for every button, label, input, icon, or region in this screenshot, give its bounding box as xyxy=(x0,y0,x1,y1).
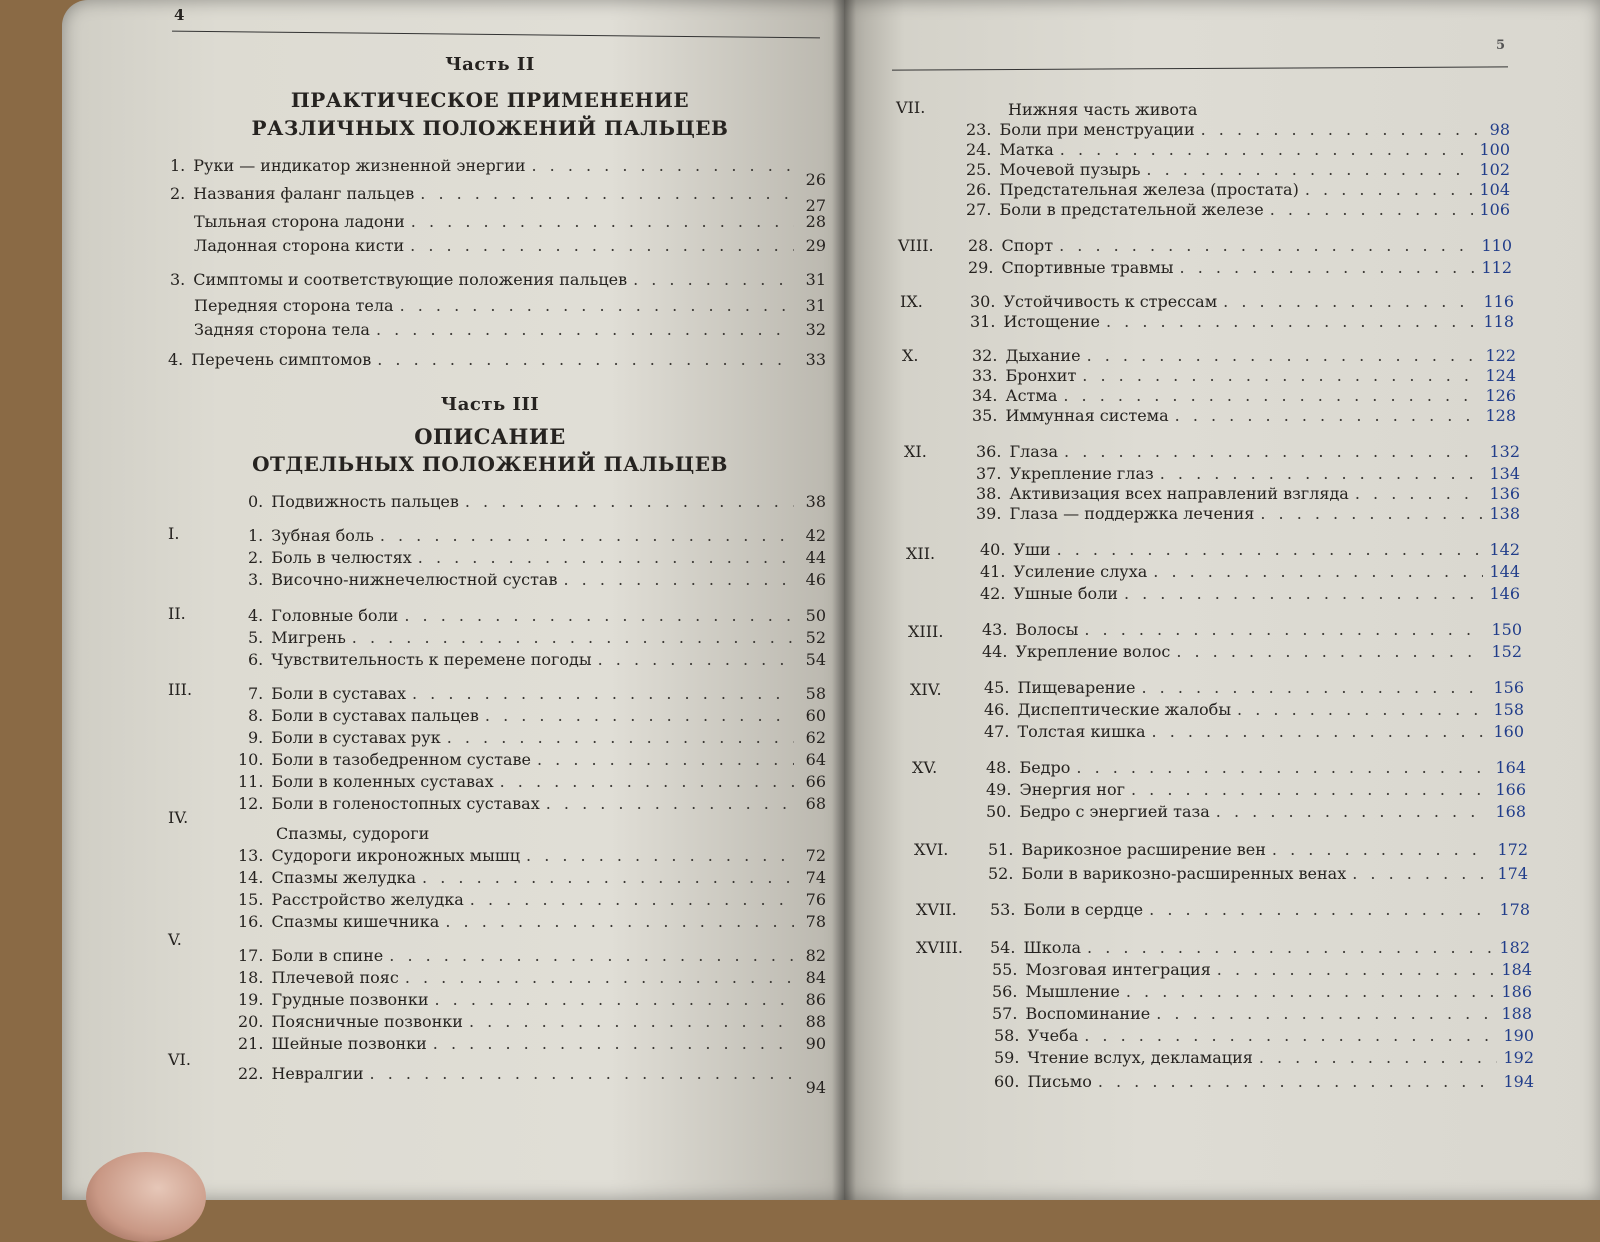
toc-entry: 4. Перечень симптомов . . . 33 xyxy=(168,350,826,372)
toc-entry: 0. Подвижность пальцев . . . 38 xyxy=(248,492,826,514)
toc-entry: 29. Спортивные травмы . . . 112 xyxy=(968,258,1512,280)
toc-entry: 11. Боли в коленных суставах . . . 66 xyxy=(238,772,826,794)
toc-entry: 24. Матка . . . 100 xyxy=(966,140,1510,162)
section-roman: I. xyxy=(168,524,180,543)
toc-entry: 5. Мигрень . . . 52 xyxy=(248,628,826,650)
toc-entry: 17. Боли в спине . . . 82 xyxy=(238,946,826,968)
toc-entry: 3. Симптомы и соответствующие положения пальцев . . . 31 xyxy=(170,270,826,292)
toc-entry: 51. Варикозное расширение вен . . . 172 xyxy=(988,840,1528,862)
toc-entry: 48. Бедро . . . 164 xyxy=(986,758,1526,780)
toc-entry: 27. Боли в предстательной железе . . . 106 xyxy=(966,200,1510,222)
section-roman: VII. xyxy=(896,98,926,117)
thumb xyxy=(86,1152,206,1242)
part2-label: Часть II xyxy=(445,54,535,75)
toc-entry: 47. Толстая кишка . . . 160 xyxy=(984,722,1524,744)
toc-entry: 55. Мозговая интеграция . . . 184 xyxy=(992,960,1532,982)
section-roman: XVIII. xyxy=(916,938,963,957)
part2-title-line2: РАЗЛИЧНЫХ ПОЛОЖЕНИЙ ПАЛЬЦЕВ xyxy=(251,116,729,140)
toc-subheading: Нижняя часть живота xyxy=(1008,100,1198,119)
section-roman: X. xyxy=(902,346,919,365)
toc-entry: 13. Судороги икроножных мышц . . . 72 xyxy=(238,846,826,868)
toc-entry: 46. Диспептические жалобы . . . 158 xyxy=(984,700,1524,722)
toc-entry: 23. Боли при менструации . . . 98 xyxy=(966,120,1510,142)
toc-entry: 7. Боли в суставах . . . 58 xyxy=(248,684,826,706)
section-roman: III. xyxy=(168,680,193,699)
toc-entry: 59. Чтение вслух, декламация . . . 192 xyxy=(994,1048,1534,1070)
toc-entry: 12. Боли в голеностопных суставах . . . 68 xyxy=(238,794,826,816)
toc-entry: 56. Мышление . . . 186 xyxy=(992,982,1532,1004)
toc-entry: 49. Энергия ног . . . 166 xyxy=(986,780,1526,802)
toc-subheading: Спазмы, судороги xyxy=(276,824,430,843)
toc-entry: 9. Боли в суставах рук . . . 62 xyxy=(248,728,826,750)
section-roman: XIV. xyxy=(910,680,942,699)
toc-entry: 26. Предстательная железа (простата) . . . 104 xyxy=(966,180,1510,202)
toc-entry: 31. Истощение . . . 118 xyxy=(970,312,1514,334)
toc-entry: 41. Усиление слуха . . . 144 xyxy=(980,562,1520,584)
toc-entry: 25. Мочевой пузырь . . . 102 xyxy=(966,160,1510,182)
toc-entry: 22. Невралгии . . . 94 xyxy=(238,1064,826,1086)
toc-entry: 54. Школа . . . 182 xyxy=(990,938,1530,960)
toc-entry: 52. Боли в варикозно-расширенных венах . . . 174 xyxy=(988,864,1528,886)
part3-label: Часть III xyxy=(440,394,540,415)
toc-entry: 53. Боли в сердце . . . 178 xyxy=(990,900,1530,922)
book-gutter xyxy=(832,0,856,1200)
toc-entry: 4. Головные боли . . . 50 xyxy=(248,606,826,628)
toc-entry: 38. Активизация всех направлений взгляда . . . 136 xyxy=(976,484,1520,506)
section-roman: IV. xyxy=(168,808,189,827)
section-roman: XV. xyxy=(912,758,938,777)
toc-entry: 32. Дыхание . . . 122 xyxy=(972,346,1516,368)
toc-entry: 1. Зубная боль . . . 42 xyxy=(248,526,826,548)
toc-entry: 44. Укрепление волос . . . 152 xyxy=(982,642,1522,664)
toc-entry: 20. Поясничные позвонки . . . 88 xyxy=(238,1012,826,1034)
toc-entry: 10. Боли в тазобедренном суставе . . . 64 xyxy=(238,750,826,772)
toc-entry: 36. Глаза . . . 132 xyxy=(976,442,1520,464)
section-roman: XVI. xyxy=(914,840,949,859)
toc-entry: 21. Шейные позвонки . . . 90 xyxy=(238,1034,826,1056)
toc-entry: 28. Спорт . . . 110 xyxy=(968,236,1512,258)
section-roman: XIII. xyxy=(908,622,944,641)
toc-entry: 30. Устойчивость к стрессам . . . 116 xyxy=(970,292,1514,314)
toc-entry: 57. Воспоминание . . . 188 xyxy=(992,1004,1532,1026)
toc-entry: 2. Боль в челюстях . . . 44 xyxy=(248,548,826,570)
part2-title-line1: ПРАКТИЧЕСКОЕ ПРИМЕНЕНИЕ xyxy=(290,88,690,112)
toc-entry: 45. Пищеварение . . . 156 xyxy=(984,678,1524,700)
toc-entry: 6. Чувствительность к перемене погоды . . . 54 xyxy=(248,650,826,672)
section-roman: II. xyxy=(168,604,186,623)
toc-entry: 14. Спазмы желудка . . . 74 xyxy=(238,868,826,890)
toc-entry: 3. Височно-нижнечелюстной сустав . . . 46 xyxy=(248,570,826,592)
toc-entry: 58. Учеба . . . 190 xyxy=(994,1026,1534,1048)
toc-entry: 34. Астма . . . 126 xyxy=(972,386,1516,408)
section-roman: XII. xyxy=(906,544,936,563)
right-page-number: 5 xyxy=(1496,38,1506,53)
toc-entry: 50. Бедро с энергией таза . . . 168 xyxy=(986,802,1526,824)
toc-entry: Передняя сторона тела . . . 31 xyxy=(194,296,826,318)
toc-entry: 33. Бронхит . . . 124 xyxy=(972,366,1516,388)
left-page-number: 4 xyxy=(174,6,185,24)
toc-entry: 35. Иммунная система . . . 128 xyxy=(972,406,1516,428)
toc-entry: 37. Укрепление глаз . . . 134 xyxy=(976,464,1520,486)
toc-entry: 43. Волосы . . . 150 xyxy=(982,620,1522,642)
part3-title-line1: ОПИСАНИЕ xyxy=(414,424,566,449)
toc-entry: 19. Грудные позвонки . . . 86 xyxy=(238,990,826,1012)
toc-entry: 8. Боли в суставах пальцев . . . 60 xyxy=(248,706,826,728)
toc-entry: Тыльная сторона ладони . . . 28 xyxy=(194,212,826,234)
toc-entry: 40. Уши . . . 142 xyxy=(980,540,1520,562)
toc-entry: Ладонная сторона кисти . . . 29 xyxy=(194,236,826,258)
toc-entry: 1. Руки — индикатор жизненной энергии . . . 26 xyxy=(170,156,826,178)
part3-title-line2: ОТДЕЛЬНЫХ ПОЛОЖЕНИЙ ПАЛЬЦЕВ xyxy=(252,452,728,476)
toc-entry: 2. Названия фаланг пальцев . . . 27 xyxy=(170,184,826,206)
section-roman: XI. xyxy=(904,442,927,461)
section-roman: XVII. xyxy=(916,900,957,919)
section-roman: V. xyxy=(168,930,182,949)
section-roman: VI. xyxy=(168,1050,191,1069)
section-roman: VIII. xyxy=(898,236,934,255)
section-roman: IX. xyxy=(900,292,923,311)
toc-entry: Задняя сторона тела . . . 32 xyxy=(194,320,826,342)
toc-entry: 18. Плечевой пояс . . . 84 xyxy=(238,968,826,990)
toc-entry: 15. Расстройство желудка . . . 76 xyxy=(238,890,826,912)
toc-entry: 39. Глаза — поддержка лечения . . . 138 xyxy=(976,504,1520,526)
toc-entry: 42. Ушные боли . . . 146 xyxy=(980,584,1520,606)
toc-entry: 60. Письмо . . . 194 xyxy=(994,1072,1534,1094)
toc-entry: 16. Спазмы кишечника . . . 78 xyxy=(238,912,826,934)
